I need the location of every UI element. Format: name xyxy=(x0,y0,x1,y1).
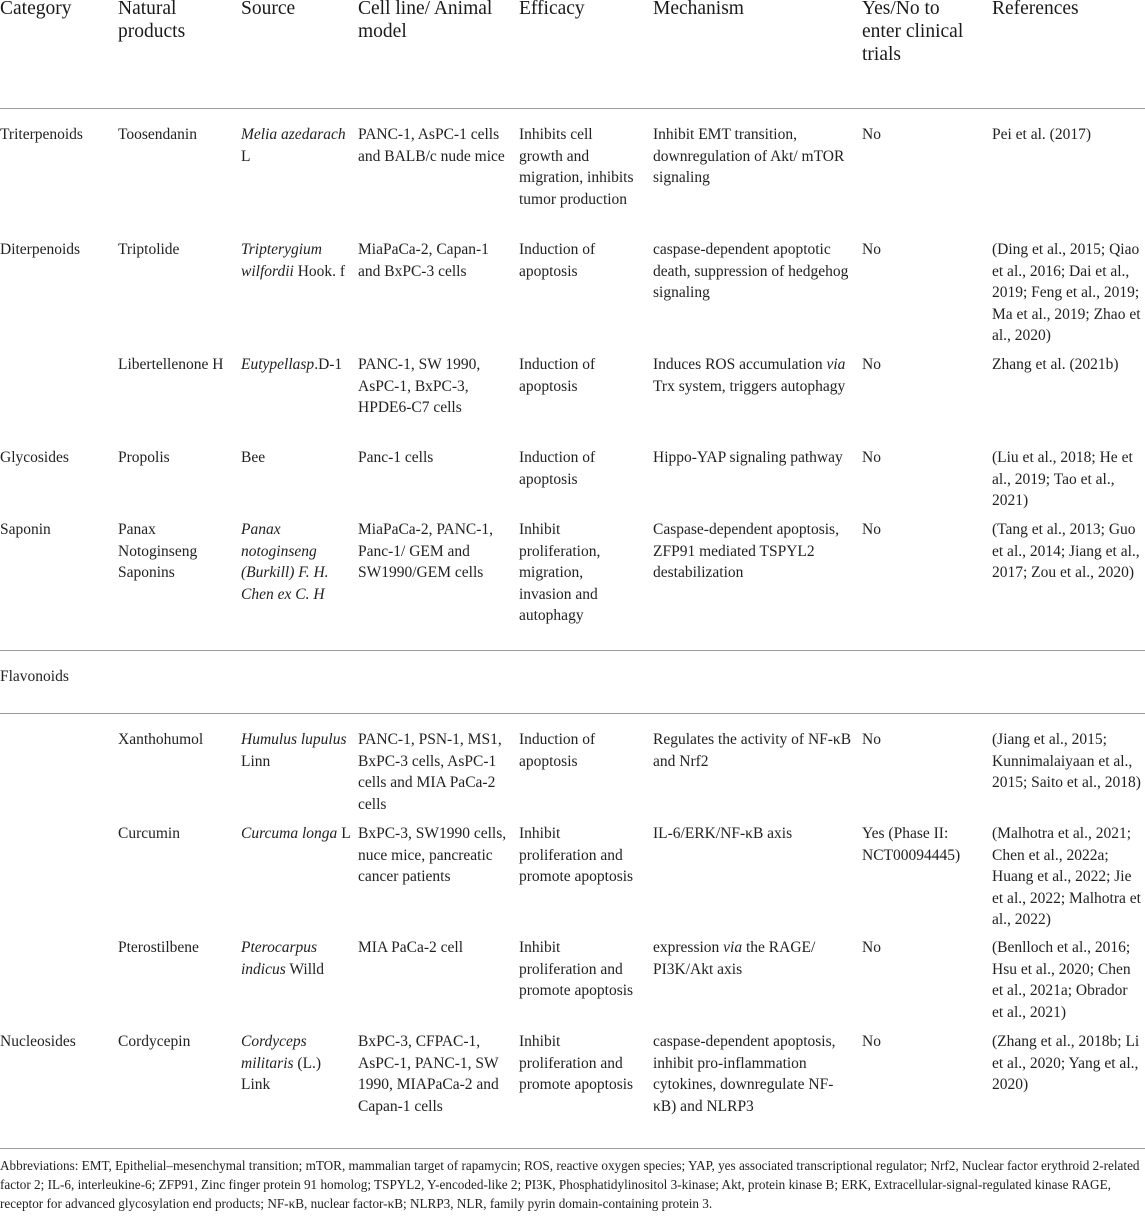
efficacy-cell: Inhibit proliferation and promote apoptosis xyxy=(519,825,634,885)
trial-cell: No xyxy=(862,449,881,466)
category-cell: Glycosides xyxy=(0,449,69,466)
cell-line-cell: Panc-1 cells xyxy=(358,449,434,466)
source-cell: Eutypellasp.D-1 xyxy=(241,356,343,373)
section-divider xyxy=(0,713,1145,714)
category-cell: Nucleosides xyxy=(0,1033,76,1050)
efficacy-cell: Inhibit proliferation and promote apoptosis xyxy=(519,1033,634,1093)
header-source: Source xyxy=(241,0,296,19)
category-cell: Diterpenoids xyxy=(0,241,81,258)
trial-cell: No xyxy=(862,126,881,143)
product-cell: Cordycepin xyxy=(118,1033,191,1050)
references-cell: (Liu et al., 2018; He et al., 2019; Tao et al., 2021) xyxy=(992,449,1133,509)
mechanism-cell: caspase-dependent apoptotic death, suppression of hedgehog signaling xyxy=(653,241,849,301)
references-cell: Pei et al. (2017) xyxy=(992,126,1092,143)
product-cell: Panax Notoginseng Saponins xyxy=(118,521,198,581)
efficacy-cell: Inhibits cell growth and migration, inhibits tumor production xyxy=(519,126,634,208)
product-cell: Pterostilbene xyxy=(118,939,199,956)
references-cell: (Jiang et al., 2015; Kunnimalaiyaan et al., 2015; Saito et al., 2018) xyxy=(992,731,1141,791)
mechanism-cell: Induces ROS accumulation via Trx system, triggers autophagy xyxy=(653,356,846,395)
cell-line-cell: PANC-1, PSN-1, MS1, BxPC-3 cells, AsPC-1 cells and MIA PaCa-2 cells xyxy=(358,731,502,813)
table-header xyxy=(0,0,1145,109)
references-cell: (Ding et al., 2015; Qiao et al., 2016; Dai et al., 2019; Feng et al., 2019; Ma et al., 2019; Zhao et al., 2020) xyxy=(992,241,1141,344)
source-cell: Bee xyxy=(241,449,266,466)
header-mechanism: Mechanism xyxy=(653,0,744,19)
trial-cell: No xyxy=(862,939,881,956)
header-efficacy: Efficacy xyxy=(519,0,585,19)
mechanism-cell: Regulates the activity of NF-κB and Nrf2 xyxy=(653,731,852,770)
mechanism-cell: Hippo-YAP signaling pathway xyxy=(653,449,843,466)
source-cell: Pterocarpus indicus Willd xyxy=(241,939,325,978)
mechanism-cell: IL-6/ERK/NF-κB axis xyxy=(653,825,793,842)
source-cell: Panax notoginseng (Burkill) F. H. Chen ex C. H xyxy=(241,521,329,603)
product-cell: Triptolide xyxy=(118,241,180,258)
header-cell-line: Cell line/ Animal model xyxy=(358,0,493,42)
cell-line-cell: PANC-1, AsPC-1 cells and BALB/c nude mice xyxy=(358,126,505,165)
cell-line-cell: MIA PaCa-2 cell xyxy=(358,939,464,956)
references-cell: Zhang et al. (2021b) xyxy=(992,356,1119,373)
cell-line-cell: PANC-1, SW 1990, AsPC-1, BxPC-3, HPDE6-C7 cells xyxy=(358,356,481,416)
trial-cell: No xyxy=(862,1033,881,1050)
category-cell: Saponin xyxy=(0,521,51,538)
header-category: Category xyxy=(0,0,72,19)
efficacy-cell: Inhibit proliferation, migration, invasion and autophagy xyxy=(519,521,601,624)
cell-line-cell: MiaPaCa-2, Capan-1 and BxPC-3 cells xyxy=(358,241,489,280)
efficacy-cell: Induction of apoptosis xyxy=(519,241,596,280)
source-cell: Curcuma longa L xyxy=(241,825,351,842)
efficacy-cell: Induction of apoptosis xyxy=(519,731,596,770)
trial-cell: Yes (Phase II: NCT00094445) xyxy=(862,825,961,864)
source-cell: Humulus lupulus Linn xyxy=(241,731,347,770)
table-bottom-rule xyxy=(0,1148,1145,1149)
header-clinical-trials: Yes/No to enter clinical trials xyxy=(862,0,964,65)
references-cell: (Tang et al., 2013; Guo et al., 2014; Jiang et al., 2017; Zou et al., 2020) xyxy=(992,521,1140,581)
trial-cell: No xyxy=(862,731,881,748)
source-cell: Cordyceps militaris (L.) Link xyxy=(241,1033,322,1093)
efficacy-cell: Induction of apoptosis xyxy=(519,449,596,488)
references-cell: (Benlloch et al., 2016; Hsu et al., 2020; Chen et al., 2021a; Obrador et al., 2021) xyxy=(992,939,1131,1021)
abbreviations-footnote: Abbreviations: EMT, Epithelial–mesenchymal transition; mTOR, mammalian target of rapamycin; ROS, reactive oxygen species; YAP, yes associated transcriptional regulator; Nrf2, Nuclear factor erythroid 2-related factor 2; IL-6, interleukine-6; ZFP91, Zinc finger protein 91 homolog; TSPYL2, Y-encoded-like 2; PI3K, Phosphatidylinositol 3-kinase; Akt, protein kinase B; ERK, Extracellular-signal-regulated kinase RAGE, receptor for advanced glycosylation end products; NF-κB, nuclear factor-κB; NLRP3, NLR, family pyrin domain-containing protein 3. xyxy=(0,1158,1140,1211)
source-cell: Melia azedarach L xyxy=(241,126,346,165)
category-cell: Flavonoids xyxy=(0,668,69,685)
mechanism-cell: caspase-dependent apoptosis, inhibit pro-inflammation cytokines, downregulate NF-κB) and NLRP3 xyxy=(653,1033,836,1115)
trial-cell: No xyxy=(862,241,881,258)
cell-line-cell: BxPC-3, SW1990 cells, nuce mice, pancreatic cancer patients xyxy=(358,825,507,885)
source-cell: Tripterygium wilfordii Hook. f xyxy=(241,241,346,280)
product-cell: Curcumin xyxy=(118,825,180,842)
header-references: References xyxy=(992,0,1079,19)
product-cell: Toosendanin xyxy=(118,126,197,143)
mechanism-cell: Caspase-dependent apoptosis, ZFP91 mediated TSPYL2 destabilization xyxy=(653,521,839,581)
product-cell: Libertellenone H xyxy=(118,356,224,373)
mechanism-cell: expression via the RAGE/ PI3K/Akt axis xyxy=(653,939,816,978)
category-cell: Triterpenoids xyxy=(0,126,83,143)
trial-cell: No xyxy=(862,356,881,373)
product-cell: Propolis xyxy=(118,449,170,466)
efficacy-cell: Inhibit proliferation and promote apoptosis xyxy=(519,939,634,999)
references-cell: (Zhang et al., 2018b; Li et al., 2020; Yang et al., 2020) xyxy=(992,1033,1140,1093)
product-cell: Xanthohumol xyxy=(118,731,204,748)
header-natural-products: Natural products xyxy=(118,0,186,42)
section-divider xyxy=(0,650,1145,651)
efficacy-cell: Induction of apoptosis xyxy=(519,356,596,395)
cell-line-cell: BxPC-3, CFPAC-1, AsPC-1, PANC-1, SW 1990, MIAPaCa-2 and Capan-1 cells xyxy=(358,1033,499,1115)
cell-line-cell: MiaPaCa-2, PANC-1, Panc-1/ GEM and SW1990/GEM cells xyxy=(358,521,494,581)
mechanism-cell: Inhibit EMT transition, downregulation of Akt/ mTOR signaling xyxy=(653,126,845,186)
references-cell: (Malhotra et al., 2021; Chen et al., 2022a; Huang et al., 2022; Jie et al., 2022; Malhotra et al., 2022) xyxy=(992,825,1141,928)
trial-cell: No xyxy=(862,521,881,538)
